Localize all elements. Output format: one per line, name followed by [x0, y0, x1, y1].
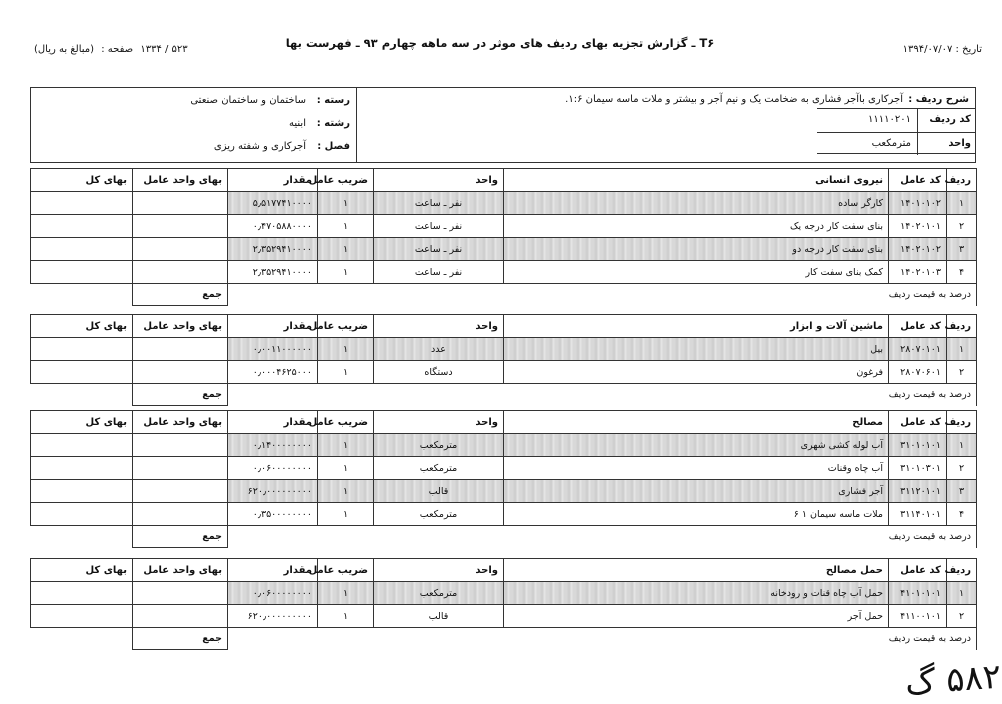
unit-price-cell	[133, 192, 228, 215]
col-unit-price-header: بهای واحد عامل	[133, 559, 228, 582]
factor-unit: مترمکعب	[374, 582, 504, 605]
handwritten-note: ۵۸۲ گ	[903, 656, 1002, 704]
date-value: ۱۳۹۴/۰۷/۰۷	[902, 44, 953, 55]
page-info	[30, 44, 188, 55]
factor-coefficient: ۱	[318, 338, 374, 361]
col-qty-header: مقدار	[228, 411, 318, 434]
factor-unit: قالب	[374, 480, 504, 503]
factor-name: ملات ماسه سیمان ۱ ۶	[504, 503, 889, 526]
factor-unit: مترمکعب	[374, 457, 504, 480]
section-title: حمل مصالح	[504, 559, 889, 582]
section-table	[30, 558, 977, 650]
factor-name: آب لوله کشی شهری	[504, 434, 889, 457]
col-unit-header: واحد	[374, 411, 504, 434]
sum-value	[31, 384, 133, 406]
factor-coefficient: ۱	[318, 434, 374, 457]
section-header-row	[31, 169, 977, 192]
table-row	[31, 434, 977, 457]
field-label: رشته :	[316, 118, 350, 129]
sum-value	[31, 526, 133, 548]
section-table	[30, 314, 977, 406]
col-unit-price-header: بهای واحد عامل	[133, 169, 228, 192]
factor-name: فرغون	[504, 361, 889, 384]
percent-label: درصد به قیمت ردیف	[228, 526, 977, 548]
factor-coefficient: ۱	[318, 192, 374, 215]
factor-code: ۳۱۰۱۰۳۰۱	[889, 457, 947, 480]
date-label: تاریخ :	[955, 44, 982, 55]
table-row	[31, 238, 977, 261]
unit-price-cell	[133, 261, 228, 284]
factor-code: ۲۸۰۷۰۶۰۱	[889, 361, 947, 384]
factor-unit: مترمکعب	[374, 503, 504, 526]
factor-code: ۳۱۱۴۰۱۰۱	[889, 503, 947, 526]
sum-value	[31, 628, 133, 650]
factor-code: ۳۱۰۱۰۱۰۱	[889, 434, 947, 457]
factor-unit: دستگاه	[374, 361, 504, 384]
col-unit-header: واحد	[374, 169, 504, 192]
factor-code: ۱۴۰۲۰۱۰۳	[889, 261, 947, 284]
row-number: ۴	[947, 503, 977, 526]
factor-coefficient: ۱	[318, 457, 374, 480]
total-price-cell	[31, 261, 133, 284]
factor-code: ۴۱۰۱۰۱۰۱	[889, 582, 947, 605]
factor-name: آجر فشاری	[504, 480, 889, 503]
chapter-value: آجرکاری و شفته ریزی	[213, 141, 306, 152]
unit-price-cell	[133, 503, 228, 526]
unit-price-cell	[133, 338, 228, 361]
col-unit-header: واحد	[374, 559, 504, 582]
table-row	[31, 338, 977, 361]
col-factor-header: ضریب عامل	[318, 411, 374, 434]
row-number: ۱	[947, 434, 977, 457]
factor-quantity: ۰٫۳۵۰۰۰۰۰۰۰۰	[228, 503, 318, 526]
factor-code: ۱۴۰۲۰۱۰۲	[889, 238, 947, 261]
col-total-header: بهای کل	[31, 315, 133, 338]
factor-name: کارگر ساده	[504, 192, 889, 215]
table-row	[31, 361, 977, 384]
factor-coefficient: ۱	[318, 215, 374, 238]
table-row	[31, 457, 977, 480]
factor-quantity: ۶۲۰٫۰۰۰۰۰۰۰۰۰	[228, 480, 318, 503]
col-code-header: کد عامل	[889, 169, 947, 192]
total-price-cell	[31, 192, 133, 215]
total-price-cell	[31, 338, 133, 361]
section-footer-row	[31, 628, 977, 650]
col-unit-price-header: بهای واحد عامل	[133, 411, 228, 434]
factor-unit: مترمکعب	[374, 434, 504, 457]
factor-quantity: ۵٫۵۱۷۷۴۱۰۰۰۰	[228, 192, 318, 215]
section-title: نیروی انسانی	[504, 169, 889, 192]
section-table	[30, 168, 977, 306]
total-price-cell	[31, 582, 133, 605]
sum-label: جمع	[133, 384, 228, 406]
chapter-label: فصل :	[317, 141, 350, 152]
total-price-cell	[31, 605, 133, 628]
factor-quantity: ۲٫۳۵۲۹۴۱۰۰۰۰	[228, 261, 318, 284]
factor-unit: عدد	[374, 338, 504, 361]
category-label: رسته :	[316, 95, 350, 106]
col-factor-header: ضریب عامل	[318, 559, 374, 582]
factor-quantity: ۰٫۱۴۰۰۰۰۰۰۰۰	[228, 434, 318, 457]
sum-label: جمع	[133, 284, 228, 306]
field-value: ابنیه	[289, 118, 306, 129]
factor-name: آب چاه وقنات	[504, 457, 889, 480]
unit-price-cell	[133, 480, 228, 503]
unit-price-cell	[133, 582, 228, 605]
factor-unit: نفر ـ ساعت	[374, 192, 504, 215]
table-row	[31, 503, 977, 526]
factor-coefficient: ۱	[318, 480, 374, 503]
report-title: T۶ ـ گزارش تجزیه بهای ردیف های موثر در سه ماهه چهارم ۹۳ ـ فهرست بها	[285, 36, 715, 50]
factor-code: ۴۱۱۰۰۱۰۱	[889, 605, 947, 628]
total-price-cell	[31, 480, 133, 503]
factor-code: ۲۸۰۷۰۱۰۱	[889, 338, 947, 361]
unit-price-cell	[133, 457, 228, 480]
factor-coefficient: ۱	[318, 361, 374, 384]
desc-label: شرح ردیف :	[908, 94, 969, 105]
col-row-header: ردیف	[947, 315, 977, 338]
total-price-cell	[31, 503, 133, 526]
factor-quantity: ۰٫۰۶۰۰۰۰۰۰۰۰	[228, 582, 318, 605]
code-label: کد ردیف	[917, 109, 975, 132]
row-number: ۱	[947, 582, 977, 605]
factor-unit: نفر ـ ساعت	[374, 238, 504, 261]
factor-coefficient: ۱	[318, 605, 374, 628]
section-header-row	[31, 559, 977, 582]
section-footer-row	[31, 284, 977, 306]
factor-coefficient: ۱	[318, 503, 374, 526]
page-label: صفحه :	[101, 44, 134, 55]
code-value: ۱۱۱۱۰۲۰۱	[868, 114, 911, 125]
unit-value: مترمکعب	[871, 138, 911, 149]
factor-name: حمل آب چاه قنات و رودخانه	[504, 582, 889, 605]
factor-coefficient: ۱	[318, 261, 374, 284]
factor-code: ۱۴۰۱۰۱۰۲	[889, 192, 947, 215]
sum-label: جمع	[133, 526, 228, 548]
total-price-cell	[31, 434, 133, 457]
sum-label: جمع	[133, 628, 228, 650]
unit-price-cell	[133, 434, 228, 457]
total-price-cell	[31, 215, 133, 238]
table-row	[31, 215, 977, 238]
page-value: ۵۲۳ / ۱۳۳۴	[140, 44, 188, 55]
factor-unit: قالب	[374, 605, 504, 628]
report-date	[903, 44, 982, 55]
code-row	[817, 109, 975, 132]
col-row-header: ردیف	[947, 559, 977, 582]
percent-label: درصد به قیمت ردیف	[228, 284, 977, 306]
section-header-row	[31, 411, 977, 434]
col-qty-header: مقدار	[228, 169, 318, 192]
table-row	[31, 480, 977, 503]
factor-unit: نفر ـ ساعت	[374, 215, 504, 238]
section-header-row	[31, 315, 977, 338]
item-info-box	[30, 87, 976, 163]
category-value: ساختمان و ساختمان صنعتی	[190, 95, 306, 106]
factor-name: بیل	[504, 338, 889, 361]
desc-value: آجرکاری باآجر فشاری به ضخامت یک و نیم آجر و بیشتر و ملات ماسه سیمان ۱:۶.	[565, 94, 903, 105]
col-total-header: بهای کل	[31, 411, 133, 434]
unit-price-cell	[133, 605, 228, 628]
item-description-panel	[355, 88, 975, 162]
col-qty-header: مقدار	[228, 315, 318, 338]
sum-value	[31, 284, 133, 306]
row-number: ۳	[947, 238, 977, 261]
factor-unit: نفر ـ ساعت	[374, 261, 504, 284]
section-title: ماشین آلات و ابزار	[504, 315, 889, 338]
col-factor-header: ضریب عامل	[318, 169, 374, 192]
section-footer-row	[31, 384, 977, 406]
factor-code: ۱۴۰۲۰۱۰۱	[889, 215, 947, 238]
row-number: ۲	[947, 605, 977, 628]
percent-label: درصد به قیمت ردیف	[228, 384, 977, 406]
col-factor-header: ضریب عامل	[318, 315, 374, 338]
total-price-cell	[31, 361, 133, 384]
col-unit-header: واحد	[374, 315, 504, 338]
section-title: مصالح	[504, 411, 889, 434]
factor-quantity: ۰٫۴۷۰۵۸۸۰۰۰۰	[228, 215, 318, 238]
total-price-cell	[31, 457, 133, 480]
unit-row	[817, 132, 975, 155]
code-unit-grid	[817, 108, 975, 154]
factor-coefficient: ۱	[318, 238, 374, 261]
factor-name: بنای سفت کار درجه دو	[504, 238, 889, 261]
section-footer-row	[31, 526, 977, 548]
percent-label: درصد به قیمت ردیف	[228, 628, 977, 650]
col-qty-header: مقدار	[228, 559, 318, 582]
col-total-header: بهای کل	[31, 169, 133, 192]
col-code-header: کد عامل	[889, 411, 947, 434]
factor-name: کمک بنای سفت کار	[504, 261, 889, 284]
factor-quantity: ۰٫۰۶۰۰۰۰۰۰۰۰	[228, 457, 318, 480]
factor-quantity: ۰٫۰۰۱۱۰۰۰۰۰۰	[228, 338, 318, 361]
row-number: ۴	[947, 261, 977, 284]
item-classification-panel	[31, 88, 356, 162]
row-number: ۱	[947, 338, 977, 361]
row-number: ۱	[947, 192, 977, 215]
factor-quantity: ۲٫۳۵۲۹۴۱۰۰۰۰	[228, 238, 318, 261]
factor-name: حمل آجر	[504, 605, 889, 628]
col-unit-price-header: بهای واحد عامل	[133, 315, 228, 338]
factor-code: ۳۱۱۲۰۱۰۱	[889, 480, 947, 503]
col-code-header: کد عامل	[889, 559, 947, 582]
factor-quantity: ۶۲۰٫۰۰۰۰۰۰۰۰۰	[228, 605, 318, 628]
col-row-header: ردیف	[947, 411, 977, 434]
row-number: ۲	[947, 361, 977, 384]
section-table	[30, 410, 977, 548]
unit-label: واحد	[917, 133, 975, 155]
col-row-header: ردیف	[947, 169, 977, 192]
factor-coefficient: ۱	[318, 582, 374, 605]
row-number: ۲	[947, 215, 977, 238]
factor-name: بنای سفت کار درجه یک	[504, 215, 889, 238]
row-number: ۳	[947, 480, 977, 503]
col-total-header: بهای کل	[31, 559, 133, 582]
table-row	[31, 261, 977, 284]
unit-price-cell	[133, 361, 228, 384]
table-row	[31, 192, 977, 215]
col-code-header: کد عامل	[889, 315, 947, 338]
table-row	[31, 605, 977, 628]
table-row	[31, 582, 977, 605]
factor-quantity: ۰٫۰۰۰۴۶۲۵۰۰۰	[228, 361, 318, 384]
total-price-cell	[31, 238, 133, 261]
unit-price-cell	[133, 215, 228, 238]
amount-note: (مبالغ به ریال)	[34, 44, 95, 55]
unit-price-cell	[133, 238, 228, 261]
row-number: ۲	[947, 457, 977, 480]
